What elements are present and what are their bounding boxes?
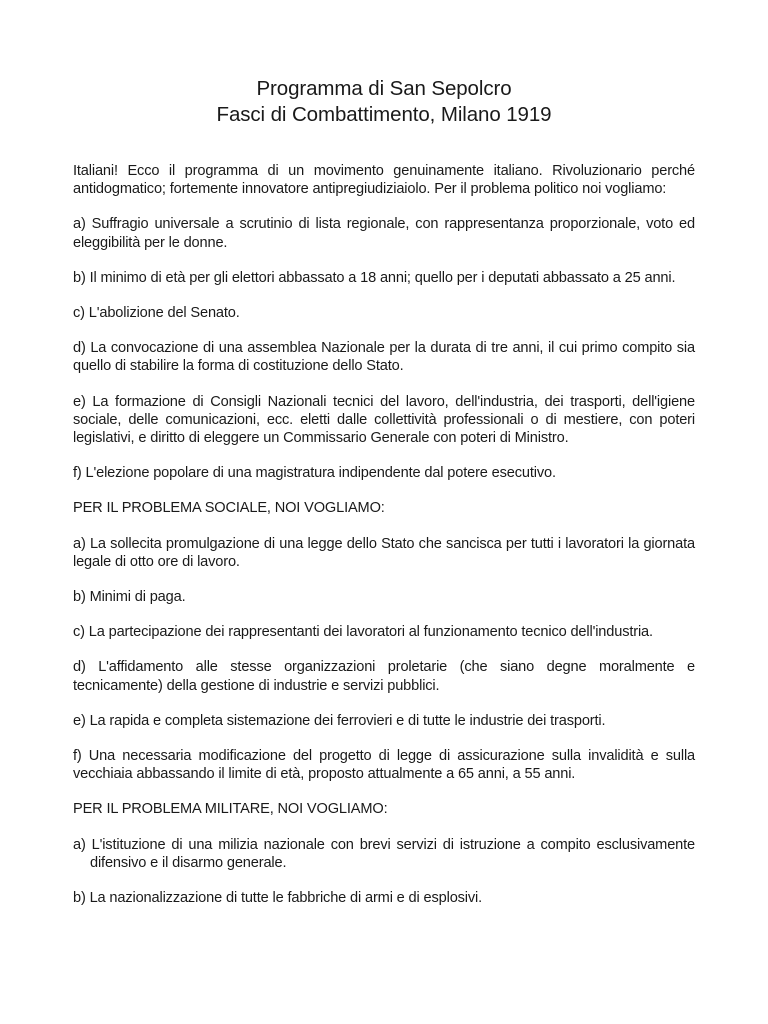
social-item-f: f) Una necessaria modificazione del progetto di legge di assicurazione sulla invalidità e sulla vecchiaia abbassando il limite di età, proposto attualmente a 65 anni, a 55 anni. [73, 748, 695, 783]
title-line-2: Fasci di Combattimento, Milano 1919 [216, 103, 552, 126]
political-item-e: e) La formazione di Consigli Nazionali tecnici del lavoro, dell'industria, dei trasporti, dell'igiene sociale, delle comunicazioni, ecc. eletti dalle collettività professionali o di mestiere, con poteri legislativi, e diritto di eleggere un Commissario Generale con poteri di Ministro. [73, 393, 695, 447]
military-heading: PER IL PROBLEMA MILITARE, NOI VOGLIAMO: [73, 801, 388, 818]
intro-paragraph: Italiani! Ecco il programma di un movimento genuinamente italiano. Rivoluzionario perché antidogmatico; fortemente innovatore antipregiudiziaiolo. Per il problema politico noi vogliamo: [73, 163, 695, 198]
document-title [0, 76, 768, 128]
political-item-f: f) L'elezione popolare di una magistratura indipendente dal potere esecutivo. [73, 465, 556, 482]
title-line-1: Programma di San Sepolcro [256, 77, 512, 100]
military-item-b: b) La nazionalizzazione di tutte le fabbriche di armi e di esplosivi. [73, 890, 483, 907]
document-body [73, 162, 695, 924]
social-item-c: c) La partecipazione dei rappresentanti dei lavoratori al funzionamento tecnico dell'industria. [73, 624, 653, 641]
social-item-a: a) La sollecita promulgazione di una legge dello Stato che sancisca per tutti i lavoratori la giornata legale di otto ore di lavoro. [73, 535, 695, 570]
social-item-d: d) L'affidamento alle stesse organizzazioni proletarie (che siano degne moralmente e tecnicamente) della gestione di industrie e servizi pubblici. [73, 659, 695, 694]
social-item-b: b) Minimi di paga. [73, 589, 186, 606]
political-item-d: d) La convocazione di una assemblea Nazionale per la durata di tre anni, il cui primo compito sia quello di stabilire la forma di costituzione dello Stato. [73, 340, 695, 375]
political-item-c: c) L'abolizione del Senato. [73, 305, 240, 322]
military-item-a: a) L'istituzione di una milizia nazionale con brevi servizi di istruzione a compito esclusivamente difensivo e il disarmo generale. [73, 836, 695, 871]
social-heading: PER IL PROBLEMA SOCIALE, NOI VOGLIAMO: [73, 500, 385, 517]
political-item-a: a) Suffragio universale a scrutinio di lista regionale, con rappresentanza proporzionale, voto ed eleggibilità per le donne. [73, 216, 695, 251]
social-item-e: e) La rapida e completa sistemazione dei ferrovieri e di tutte le industrie dei trasporti. [73, 712, 606, 729]
political-item-b: b) Il minimo di età per gli elettori abbassato a 18 anni; quello per i deputati abbassato a 25 anni. [73, 269, 676, 286]
